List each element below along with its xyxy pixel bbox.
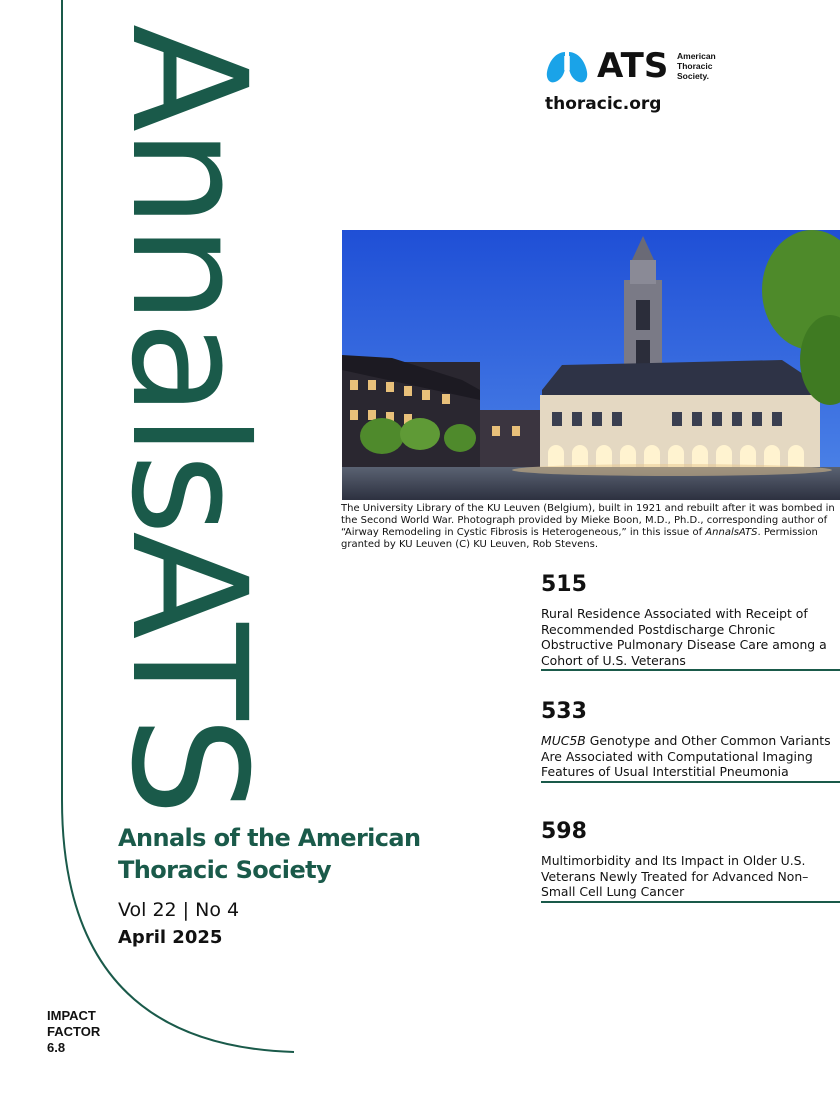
ats-logo-word: ATS [597, 46, 669, 86]
journal-name: Annals of the American Thoracic Society [118, 824, 421, 884]
article-title: MUC5B Genotype and Other Common Variants Are Associated with Computational Imaging Features of Usual Interstitial Pneumonia [541, 733, 831, 779]
article-title: Multimorbidity and Its Impact in Older U.S. Veterans Newly Treated for Advanced Non–Small Cell Lung Cancer [541, 853, 809, 899]
photo-caption: The University Library of the KU Leuven (Belgium), built in 1921 and rebuilt after it was bombed in the Second World War. Photograph provided by Mieke Boon, M.D., Ph.D., corresponding author of “Airway Remodeling in Cystic Fibrosis is Heterogeneous,” in this issue of AnnalsATS. Permission granted by KU Leuven (C) KU Leuven, Rob Stevens. [341, 503, 835, 550]
lungs-icon [545, 48, 589, 86]
article-page-number: 515 [541, 572, 587, 597]
article-divider [541, 781, 840, 783]
article-page-number: 598 [541, 819, 587, 844]
cover-photo [342, 230, 840, 500]
masthead [96, 23, 280, 813]
ats-logo[interactable] [545, 46, 735, 88]
article-page-number: 533 [541, 699, 587, 724]
article-title: Rural Residence Associated with Receipt of Recommended Postdischarge Chronic Obstructive Pulmonary Disease Care among a Cohort of U.S. Veterans [541, 606, 827, 668]
article-divider [541, 669, 840, 671]
featured-article[interactable] [541, 819, 840, 903]
impact-factor-value: 6.8 [47, 1040, 66, 1055]
featured-article[interactable] [541, 572, 840, 671]
volume-issue: Vol 22 | No 4 [118, 899, 240, 921]
featured-article[interactable] [541, 699, 840, 783]
society-name: American Thoracic Society. [677, 51, 716, 81]
impact-factor: IMPACT FACTOR 6.8 [47, 1008, 101, 1055]
masthead-title: AnnalsATS [96, 23, 280, 813]
website-link[interactable]: thoracic.org [545, 94, 662, 114]
issue-date: April 2025 [118, 927, 223, 948]
article-divider [541, 901, 840, 903]
